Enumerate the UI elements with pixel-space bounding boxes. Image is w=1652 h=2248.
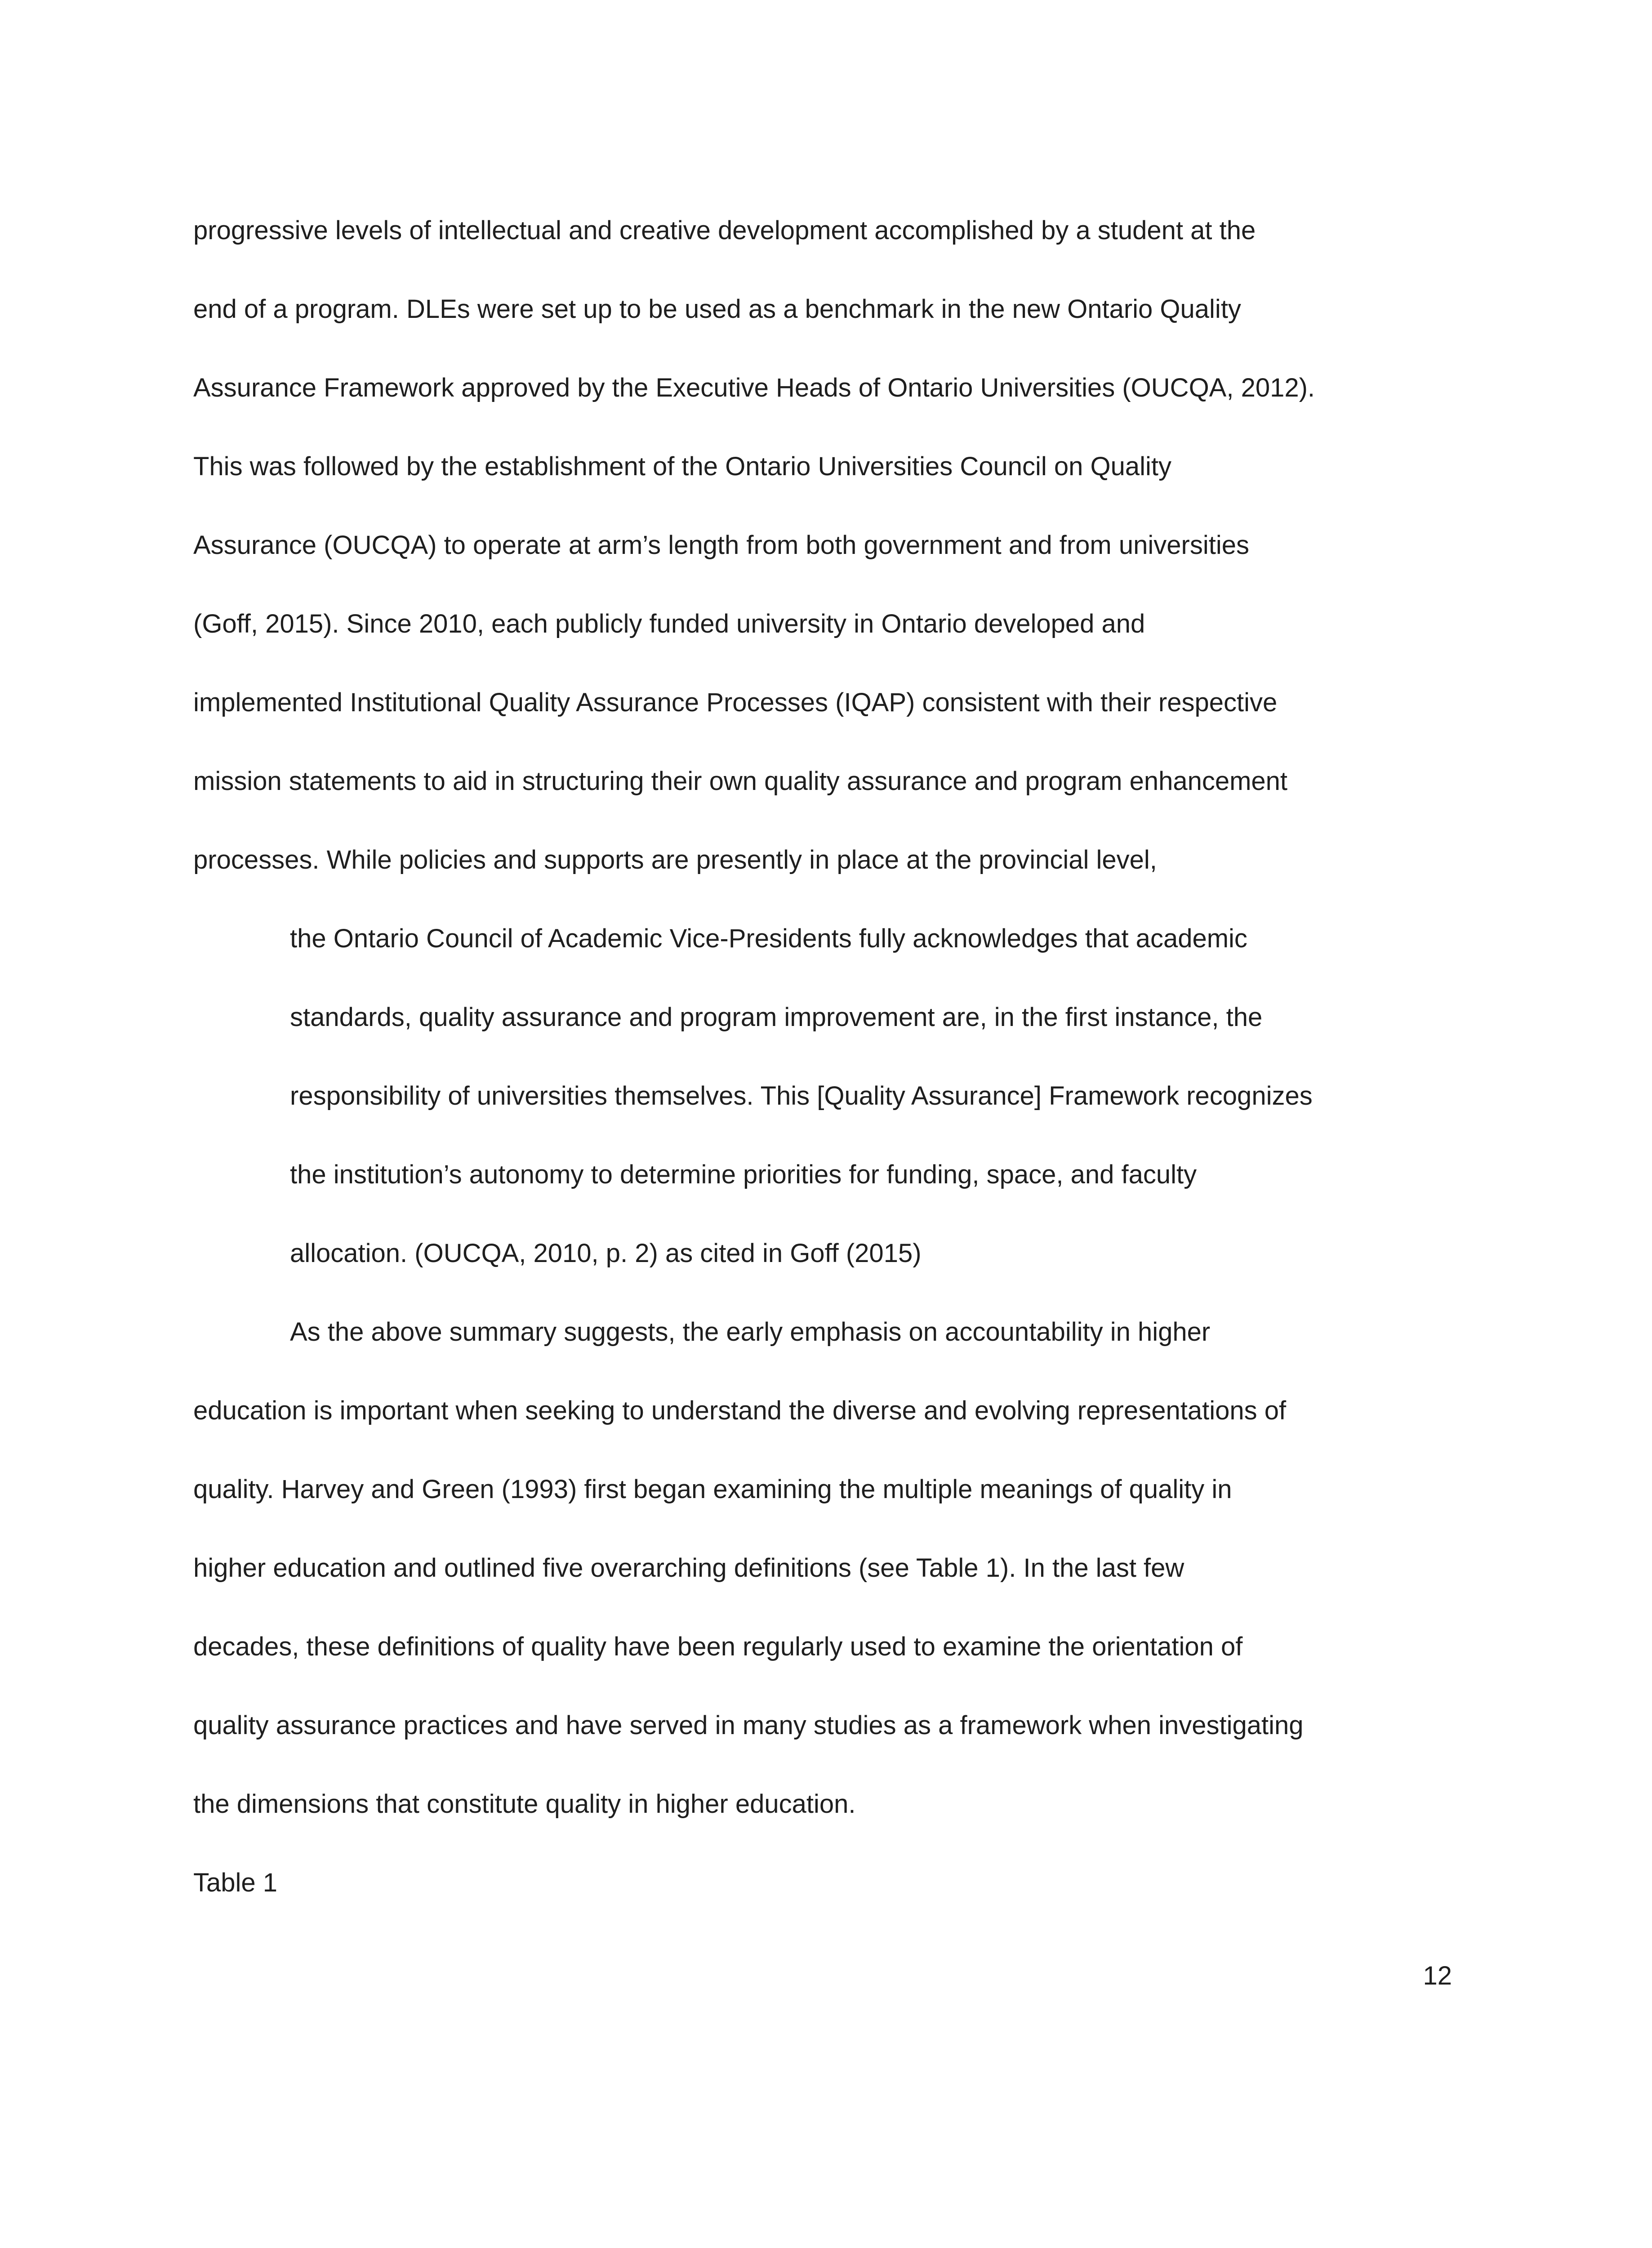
text-line: mission statements to aid in structuring their own quality assurance and program enhancement — [193, 767, 1288, 796]
text-line: processes. While policies and supports are presently in place at the provincial level, — [193, 845, 1157, 874]
text-line: (Goff, 2015). Since 2010, each publicly funded university in Ontario developed and — [193, 609, 1145, 638]
text-line: quality assurance practices and have served in many studies as a framework when investigating — [193, 1711, 1304, 1740]
text-line: end of a program. DLEs were set up to be used as a benchmark in the new Ontario Quality — [193, 294, 1241, 324]
body-text — [193, 191, 1452, 1922]
text-line: higher education and outlined five overarching definitions (see Table 1). In the last few — [193, 1553, 1184, 1583]
paragraph-continuation — [193, 191, 1452, 899]
quote-line: allocation. (OUCQA, 2010, p. 2) as cited in Goff (2015) — [290, 1239, 922, 1268]
text-line: Assurance Framework approved by the Executive Heads of Ontario Universities (OUCQA, 2012). — [193, 373, 1315, 402]
paragraph — [193, 1293, 1452, 1843]
text-line: the dimensions that constitute quality in higher education. — [193, 1789, 856, 1819]
quote-line: the institution’s autonomy to determine priorities for funding, space, and faculty — [290, 1160, 1197, 1189]
block-quote — [193, 899, 1452, 1293]
page-number: 12 — [1423, 1961, 1452, 1990]
table-label: Table 1 — [193, 1868, 278, 1897]
quote-line: standards, quality assurance and program improvement are, in the first instance, the — [290, 1003, 1263, 1032]
text-line: quality. Harvey and Green (1993) first began examining the multiple meanings of quality in — [193, 1475, 1232, 1504]
quote-line: responsibility of universities themselves. This [Quality Assurance] Framework recognizes — [290, 1081, 1313, 1111]
text-line: As the above summary suggests, the early emphasis on accountability in higher — [290, 1317, 1211, 1347]
text-line: implemented Institutional Quality Assurance Processes (IQAP) consistent with their respective — [193, 688, 1278, 717]
text-line: This was followed by the establishment of the Ontario Universities Council on Quality — [193, 452, 1172, 481]
quote-line: the Ontario Council of Academic Vice-Presidents fully acknowledges that academic — [290, 924, 1247, 953]
text-line: progressive levels of intellectual and creative development accomplished by a student at the — [193, 216, 1256, 245]
text-line: decades, these definitions of quality have been regularly used to examine the orientation of — [193, 1632, 1243, 1661]
text-line: education is important when seeking to understand the diverse and evolving representations of — [193, 1396, 1287, 1425]
text-line: Assurance (OUCQA) to operate at arm’s length from both government and from universities — [193, 531, 1249, 560]
